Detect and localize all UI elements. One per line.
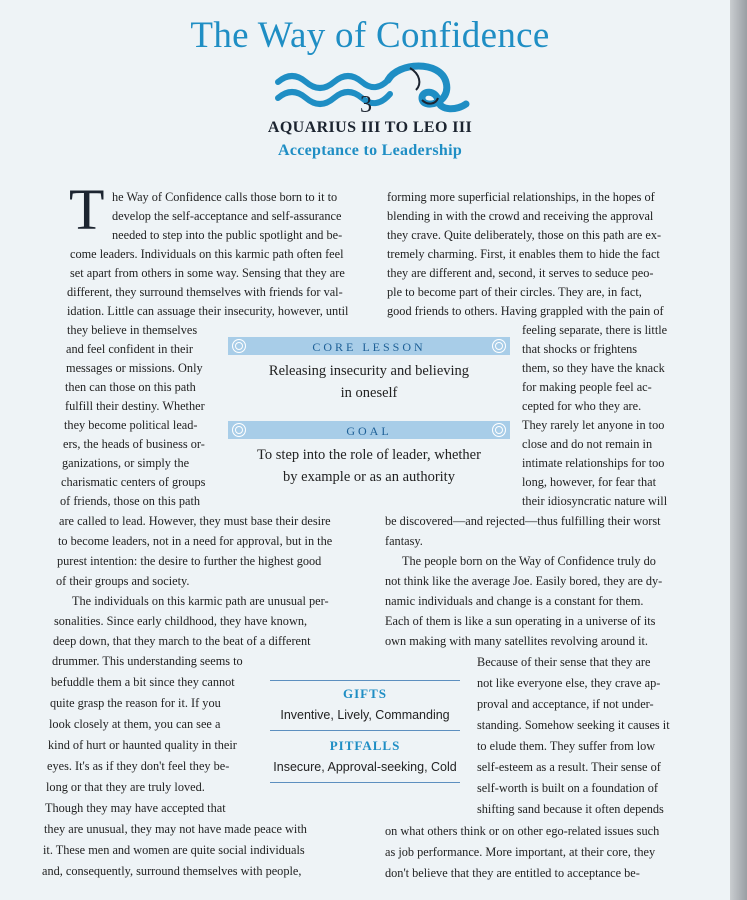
body-line: them, so they have the knack	[522, 361, 665, 375]
body-line: their idiosyncratic nature will	[522, 494, 668, 508]
body-line: shifting sand because it often depends	[477, 802, 664, 816]
body-line: fulfill their destiny. Whether	[65, 399, 205, 413]
body-line: befuddle them a bit since they cannot	[51, 675, 235, 689]
body-line: they crave. Quite deliberately, those on this path are ex-	[387, 228, 662, 242]
body-line: they are unusual, they may not have made peace with	[44, 822, 307, 836]
path-subtitle: Acceptance to Leadership	[277, 142, 463, 159]
body-line: charismatic centers of groups	[61, 475, 206, 489]
body-line: drummer. This understanding seems to	[52, 654, 243, 668]
body-line: not like everyone else, they crave ap-	[477, 676, 661, 690]
body-line: good friends to others. Having grappled with the pain of	[387, 304, 664, 318]
body-line: Because of their sense that they are	[477, 655, 651, 669]
body-line: and, consequently, surround themselves with people,	[42, 864, 302, 878]
sign-range: AQUARIUS III TO LEO III	[267, 119, 473, 136]
body-line: not think like the average Joe. Easily bored, they are dy-	[385, 574, 663, 588]
body-line: he Way of Confidence calls those born to it to	[112, 190, 338, 204]
body-line: to become leaders, not in a need for approval, but in the	[58, 534, 333, 548]
body-line: tremely charming. First, it enables them to hide the fact	[387, 247, 660, 261]
core-lesson-label: CORE LESSON	[312, 340, 426, 354]
body-line: deep down, that they march to the beat of a different	[53, 634, 311, 648]
gifts-label: GIFTS	[342, 686, 387, 701]
chapter-title: The Way of Confidence	[190, 15, 550, 56]
body-line: feeling separate, there is little	[522, 323, 668, 337]
core-lesson-band	[228, 337, 510, 355]
body-line: be discovered—and rejected—thus fulfilling their worst	[385, 514, 661, 528]
body-line: that shocks or frightens	[522, 342, 638, 356]
divider	[270, 730, 460, 731]
body-line: messages or missions. Only	[66, 361, 203, 375]
body-line: Each of them is like a sun operating in a universe of its	[385, 614, 656, 628]
body-line: cepted for who they are.	[522, 399, 642, 413]
gifts-list: Inventive, Lively, Commanding	[280, 708, 450, 722]
swirl-ornament-icon	[492, 423, 506, 437]
core-lesson-line-1: Releasing insecurity and believing	[268, 363, 470, 379]
body-line: ple to become part of their circles. They are, in fact,	[387, 285, 642, 299]
body-line: intimate relationships for too	[522, 456, 665, 470]
body-line: sonalities. Since early childhood, they have known,	[54, 614, 308, 628]
body-line: self-esteem as a result. Their sense of	[477, 760, 661, 774]
goal-line-2: by example or as an authority	[283, 469, 455, 485]
pitfalls-label: PITFALLS	[329, 738, 401, 753]
body-line: Though they may have accepted that	[45, 801, 226, 815]
body-line: They rarely let anyone in too	[522, 418, 665, 432]
body-line: don't believe that they are entitled to acceptance be-	[385, 866, 640, 880]
body-line: idation. Little can assuage their insecurity, however, until	[67, 304, 349, 318]
body-line: kind of hurt or haunted quality in their	[48, 738, 237, 752]
swirl-ornament-icon	[492, 339, 506, 353]
body-line: blending in with the crowd and receiving the approval	[387, 209, 654, 223]
body-line: own making with many satellites revolving around it.	[385, 634, 648, 648]
body-line: look closely at them, you can see a	[49, 717, 221, 731]
way-number: 3	[360, 92, 372, 118]
goal-band	[228, 421, 510, 439]
body-line: ganizations, or simply the	[62, 456, 190, 470]
divider	[270, 680, 460, 681]
drop-cap: T	[69, 177, 105, 242]
body-line: come leaders. Individuals on this karmic path often feel	[70, 247, 344, 261]
body-line: close and do not remain in	[522, 437, 653, 451]
body-line: are called to lead. However, they must base their desire	[59, 514, 331, 528]
body-line: set apart from others in some way. Sensing that they are	[70, 266, 345, 280]
core-lesson-line-2: in oneself	[340, 385, 398, 401]
body-line: ers, the heads of business or-	[63, 437, 205, 451]
body-line: purest intention: the desire to further the highest good	[57, 554, 322, 568]
body-line: namic individuals and change is a constant for them.	[385, 594, 644, 608]
body-line: standing. Somehow seeking it causes it	[477, 718, 670, 732]
body-line: they become political lead-	[64, 418, 198, 432]
body-line: needed to step into the public spotlight and be-	[112, 228, 343, 242]
body-line: long, however, for fear that	[522, 475, 657, 489]
body-line: it. These men and women are quite social individuals	[43, 843, 305, 857]
body-line: of their groups and society.	[56, 574, 190, 588]
body-line: develop the self-acceptance and self-assurance	[112, 209, 342, 223]
body-line: they believe in themselves	[67, 323, 198, 337]
body-line: of friends, those on this path	[60, 494, 201, 508]
body-line: quite grasp the reason for it. If you	[50, 696, 221, 710]
pitfalls-list: Insecure, Approval-seeking, Cold	[273, 760, 457, 774]
body-line: proval and acceptance, if not under-	[477, 697, 654, 711]
body-line: as job performance. More important, at their core, they	[385, 845, 656, 859]
body-line: forming more superficial relationships, in the hopes of	[387, 190, 655, 204]
body-line: long or that they are truly loved.	[46, 780, 205, 794]
body-line: for making people feel ac-	[522, 380, 652, 394]
aquarius-leo-glyph-icon	[270, 60, 470, 120]
body-line: The individuals on this karmic path are unusual per-	[72, 594, 329, 608]
body-line: eyes. It's as if they don't feel they be-	[47, 759, 230, 773]
body-line: self-worth is built on a foundation of	[477, 781, 659, 795]
body-line: then can those on this path	[65, 380, 196, 394]
body-line: The people born on the Way of Confidence truly do	[402, 554, 656, 568]
page-edge	[730, 0, 747, 900]
body-line: on what others think or on other ego-related issues such	[385, 824, 660, 838]
goal-label: GOAL	[346, 424, 392, 438]
body-line: to elude them. They suffer from low	[477, 739, 656, 753]
body-line: and feel confident in their	[66, 342, 194, 356]
divider	[270, 782, 460, 783]
goal-line-1: To step into the role of leader, whether	[257, 447, 481, 463]
body-line: they are different and, second, it serves to seduce peo-	[387, 266, 654, 280]
body-line: different, they surround themselves with friends for val-	[67, 285, 343, 299]
body-line: fantasy.	[385, 534, 423, 548]
